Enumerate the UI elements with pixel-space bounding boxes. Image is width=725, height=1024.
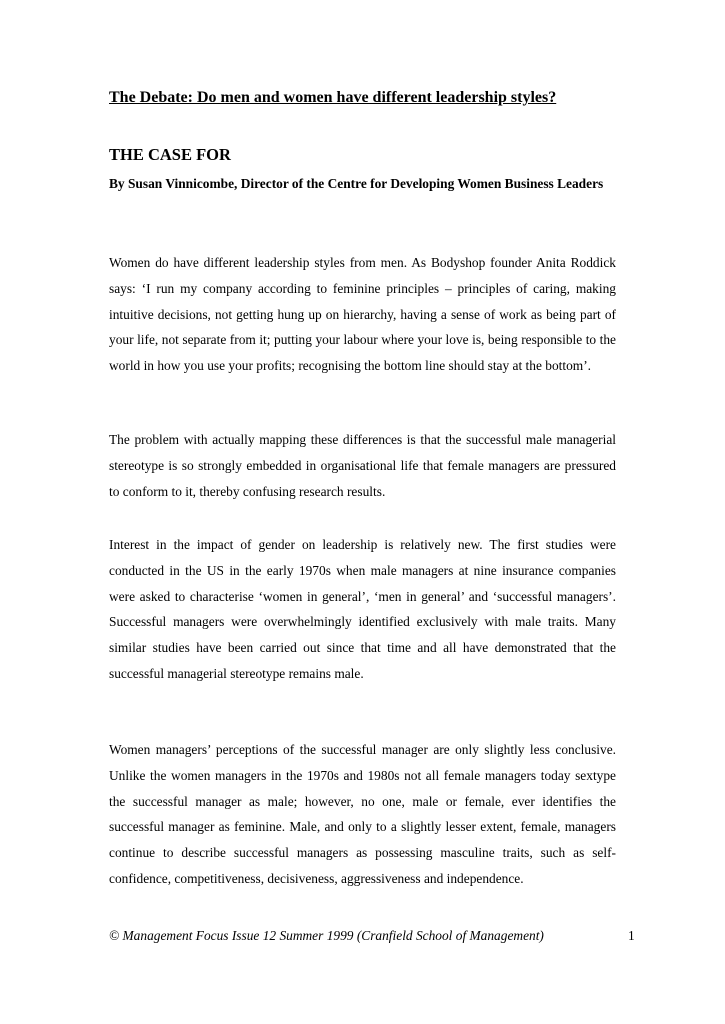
author-byline: By Susan Vinnicombe, Director of the Centre for Developing Women Business Leaders xyxy=(109,176,604,191)
body-paragraph: Interest in the impact of gender on leadership is relatively new. The first studies were conducted in the US in the early 1970s when male managers at nine insurance companies were asked to characterise ‘women in general’, ‘men in general’ and ‘successful managers’. Successful managers were overwhelmingly identified exclusively with male traits. Many similar studies have been carried out since that time and all have demonstrated that the successful managerial stereotype remains male. xyxy=(109,537,616,681)
document-title: The Debate: Do men and women have different leadership styles? xyxy=(109,89,557,106)
body-paragraph: The problem with actually mapping these differences is that the successful male managerial stereotype is so strongly embedded in organisational life that female managers are pressured to conform to it, thereby confusing research results. xyxy=(109,432,616,499)
page-footer: © Management Focus Issue 12 Summer 1999 (Cranfield School of Management) xyxy=(109,928,544,943)
body-paragraph: Women managers’ perceptions of the successful manager are only slightly less conclusive. Unlike the women managers in the 1970s and 1980s not all female managers today sextype the successful manager as male; however, no one, male or female, ever identifies the successful manager as feminine. Male, and only to a slightly lesser extent, female, managers continue to describe successful managers as possessing masculine traits, such as self-confidence, competitiveness, decisiveness, aggressiveness and independence. xyxy=(109,742,616,886)
section-heading: THE CASE FOR xyxy=(109,145,231,164)
body-paragraph: Women do have different leadership styles from men. As Bodyshop founder Anita Roddick says: ‘I run my company according to feminine principles – principles of caring, making intuitive decisions, not getting hung up on hierarchy, having a sense of work as being part of your life, not separate from it; putting your labour where your love is, being responsible to the world in how you use your profits; recognising the bottom line should stay at the bottom’. xyxy=(109,255,616,374)
page-number: 1 xyxy=(628,928,635,943)
